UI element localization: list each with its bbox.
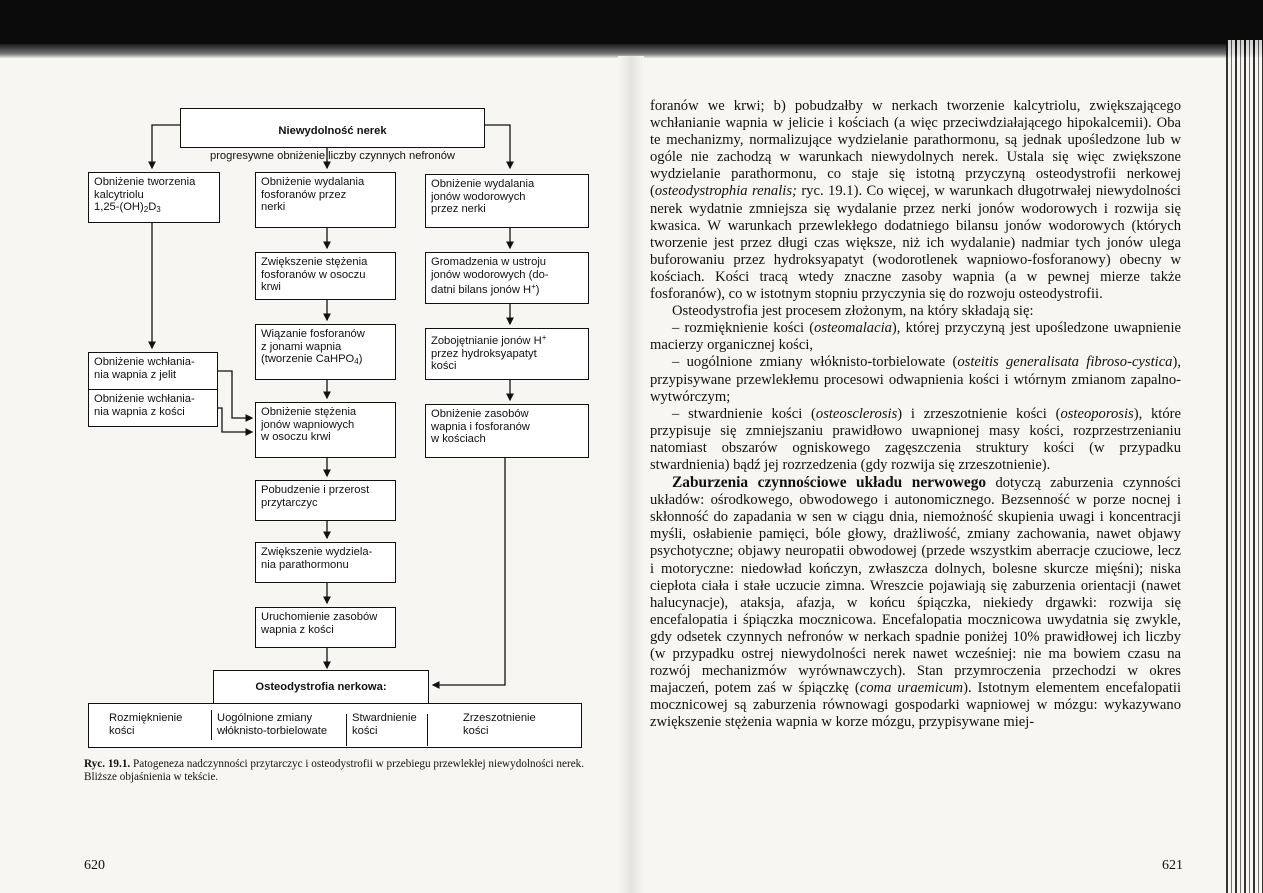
item-stwardnienie: Stwardnienie kości (352, 712, 417, 737)
figure-caption (84, 758, 589, 784)
box-wiazanie-fosforanow (255, 324, 396, 380)
caption-text: Patogeneza nadczynności przytarczyc i osteodystrofii w przebiegu przewlekłej niewydolności nerek. Bliższe objaśnienia w tekście. (84, 758, 585, 783)
caption-label: Ryc. 19.1. (84, 758, 131, 770)
box-wydalanie-wodorowych (425, 174, 589, 228)
box-kalcytriol-mid: D (148, 201, 157, 214)
box-kalcytriol-text: Obniżenie tworzenia kalcytriolu 1,25-(OH) (94, 176, 196, 214)
page-edge (1226, 40, 1263, 893)
box-zobojetnianie (425, 328, 589, 380)
box-pobudzenie-text: Pobudzenie i przerost przytarczyc (261, 484, 370, 509)
box-wiazanie-text: Wiązanie fosforanów z jonami wapnia (tworzenie CaHPO (261, 328, 365, 366)
book-gutter (618, 56, 644, 893)
list-item-osteitis: – uogólnione zmiany włóknisto-torbielowate (osteitis generalisata fibroso-cystica), przypisywane przewlekłemu procesowi odwapnienia kości i wtórnym zmianom zapalno-wytwórczym; (650, 354, 1181, 405)
box-wchlanianie-kosci (88, 389, 218, 427)
box-gromadzenie (425, 252, 589, 304)
box-gromadzenie-text: Gromadzenia w ustroju jonów wodorowych (do- datni bilans jonów H (431, 256, 549, 297)
page-number-right: 621 (1162, 858, 1183, 873)
box-niewydolnosc (180, 108, 485, 162)
box-wydalanie-fosforanow-text: Obniżenie wydalania fosforanów przez nerki (261, 176, 365, 214)
box-gromadzenie-sup: + (531, 282, 536, 292)
osteodystrofia-title-text: Osteodystrofia nerkowa: (255, 681, 387, 693)
box-stezenie-fosforanow-text: Zwiększenie stężenia fosforanów w osoczu krwi (261, 256, 368, 294)
list-item-osteosclerosis: – stwardnienie kości (osteosclerosis) i zrzeszotnienie kości (osteoporosis), które przypisuje się zmniejszaniu prawidłowo uwapnionej masy kości, rozprzestrzenianiu natomiast obszarów ogniskowego zagęszczenia struktury kości (w przypadku stwardnienia) bądź jej rozrzedzenia (gdy rozwija się zrzeszotnienie). (650, 405, 1181, 473)
box-wiazanie-sub: 4 (354, 357, 359, 367)
box-kalcytriol-sub2: 3 (156, 205, 161, 215)
box-stezenie-wapnia (255, 402, 396, 458)
box-wiazanie-end: ) (358, 353, 363, 366)
box-zasoby (425, 404, 589, 458)
box-osteodystrofia-title (213, 670, 429, 704)
box-wydalanie-wodorowych-text: Obniżenie wydalania jonów wodorowych przez nerki (431, 178, 535, 216)
box-stezenie-fosforanow (255, 252, 396, 300)
box-wchlanianie-jelit (88, 352, 218, 390)
box-zobojetnianie-text: Zobojętnianie jonów H (431, 335, 542, 347)
box-gromadzenie-end: ) (535, 284, 540, 297)
paragraph-1: foranów we krwi; b) pobudzałby w nerkach tworzenie kalcytriolu, zwiększającego wchłanianie wapnia w jelicie i kościach (a więc przeciwdziałającego hipokalcemii). Oba te mechanizmy, normalizujące wydzielanie parathormonu, są jednak upośledzone lub w ogóle nie zachodzą w warunkach niewydolnych nerek. Ustala się więc zwiększone wydzielanie parathormonu, co staje się istotną przyczyną osteodystrofii nerkowej (osteodystrophia renalis; ryc. 19.1). Co więcej, w warunkach długotrwałej niewydolności nerek wydatnie zmniejsza się wydalanie przez nerki jonów wodorowych i rozwija się kwasica. W warunkach przewlekłego dodatniego bilansu jonów wodorowych (których tworzenie jest przez długi czas większe, niż ich wydalanie) nadmiar tych jonów ulega buforowaniu przez hydroksyapatyt (wodorotlenek wapniowo-fosforanowy) obecny w kościach. Kości tracą wtedy znaczne zasoby wapnia (a w pewnej mierze także fosforanów), co w istotnym stopniu przyczynia się do rozwoju osteodystrofii. (650, 98, 1181, 303)
page-number-left: 620 (84, 858, 105, 873)
paragraph-2: Osteodystrofia jest procesem złożonym, na który składają się: (672, 303, 1034, 320)
box-kalcytriol-sub1: 2 (143, 205, 149, 215)
box-stezenie-wapnia-text: Obniżenie stężenia jonów wapniowych w osoczu krwi (261, 406, 357, 444)
box-kalcytriol (88, 172, 220, 223)
box-zobojetnianie-rest: przez hydroksyapatyt kości (431, 347, 537, 373)
body-text (650, 98, 1181, 731)
box-wydzielanie (255, 542, 396, 583)
list-item-osteomalacia: – rozmięknienie kości (osteomalacia), której przyczyną jest upośledzone uwapnienie macierzy organicznej kości, (650, 320, 1181, 354)
title-join (213, 704, 427, 706)
box-uruchomienie (255, 607, 396, 648)
item-zrzeszotnienie: Zrzeszotnienie kości (463, 712, 536, 737)
box-niewydolnosc-subtitle: progresywne obniżenie liczby czynnych nefronów (209, 149, 455, 162)
box-wchlanianie-jelit-text: Obniżenie wchłania- nia wapnia z jelit (94, 356, 195, 381)
item-zmiany-wloknisto: Uogólnione zmiany włóknisto-torbielowate (217, 712, 328, 737)
box-uruchomienie-text: Uruchomienie zasobów wapnia z kości (261, 611, 378, 636)
box-zasoby-text: Obniżenie zasobów wapnia i fosforanów w kościach (431, 408, 530, 446)
box-osteodystrofia-items (88, 703, 582, 748)
paragraph-nervous: Zaburzenia czynnościowe układu nerwowego dotyczą zaburzenia czynności układów: ośrodkowego, obwodowego i autonomicznego. Bezsenność w porze nocnej i skłonność do zapadania w sen w ciągu dnia, niemożność skupienia uwagi i koncentracji myśli, osłabienie pamięci, bóle głowy, drażliwość, zmiany zachowania, nawet objawy psychotyczne; objawy neuropatii obwodowej (przede wszystkim aberracje czuciowe, lecz i motoryczne: niedowład kończyn, zwłaszcza dolnych, bolesne skurcze mięśni); niska ciepłota ciała i stałe uczucie zimna. Wreszcie pojawiają się zaburzenia orientacji (nawet halucynacje), ataksja, afazja, w końcu śpiączka, niekiedy drgawki: rozwija się encefalopatia i śpiączka mocznicowa. Encefalopatia mocznicowa uwydatnia się zwykle, gdy odsetek czynnych nefronów w nerkach spadnie poniżej 10% prawidłowej ich liczby (w przypadku ostrej niewydolności nerek nawet wcześniej: nie ma bowiem czasu na rozwój mechanizmów wyrównawczych). Stan przymroczenia przechodzi w okres majaczeń, potem zaś w śpiączkę (coma uraemicum). Istotnym elementem encefalopatii mocznicowej są zaburzenia równowagi gospodarki wapniowej w mózgu: wykazywano zwiększenie stężenia wapnia w korze mózgu, przypisywane miej- (650, 474, 1182, 731)
box-wydzielanie-text: Zwiększenie wydziela- nia parathormonu (261, 546, 373, 571)
item-rozmiekczenie: Rozmięknienie kości (109, 712, 183, 737)
box-wydalanie-fosforanow (255, 172, 396, 228)
box-zobojetnianie-sup: + (541, 333, 547, 342)
box-pobudzenie (255, 480, 396, 521)
box-niewydolnosc-title: Niewydolność nerek (278, 124, 387, 137)
box-wchlanianie-kosci-text: Obniżenie wchłania- nia wapnia z kości (94, 393, 195, 418)
